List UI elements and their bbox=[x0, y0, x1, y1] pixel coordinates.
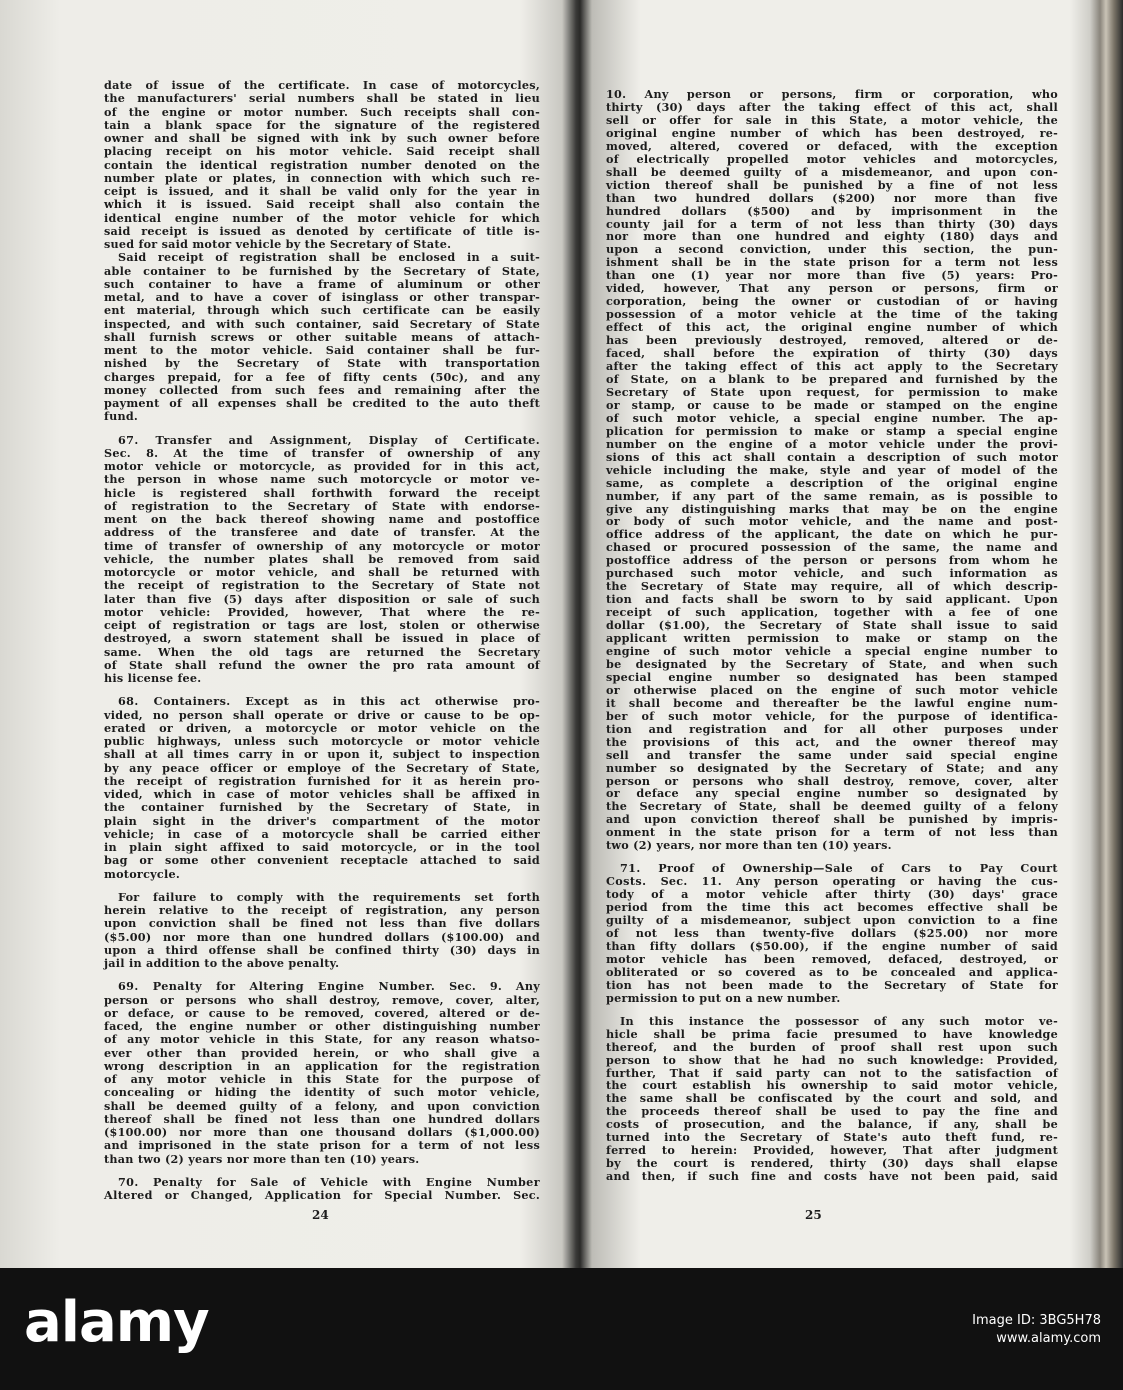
text-line: of registration to the Secretary of State with endorse- bbox=[104, 498, 540, 513]
text-line: faced, the engine number or other distinguishing number bbox=[104, 1019, 540, 1033]
text-line: 10. Any person or persons, firm or corporation, who bbox=[606, 87, 1058, 101]
text-line: onment in the state prison for a term of not less than bbox=[606, 825, 1058, 840]
text-line: and upon conviction thereof shall be punished by impris- bbox=[606, 812, 1058, 827]
section-text: Sec. 11. Any person operating or having the cus- bbox=[646, 874, 1058, 889]
text-line: ceipt of registration or tags are lost, stolen or otherwise bbox=[104, 618, 540, 632]
text-line: identical engine number of the motor vehicle for which bbox=[104, 210, 540, 225]
text-line: tion and registration and for all other purposes under bbox=[606, 721, 1058, 736]
text-line: address of the transferee and date of transfer. At the bbox=[104, 525, 540, 540]
text-line: the proceeds thereof shall be used to pay the fine and bbox=[606, 1104, 1058, 1119]
text-line: motorcycle. bbox=[104, 866, 180, 881]
text-line: hicle is registered shall forthwith forward the receipt bbox=[104, 485, 540, 500]
section-heading: 68. Containers. bbox=[118, 694, 231, 709]
section-heading: 71. Proof of Ownership—Sale of Cars to Pay Court bbox=[620, 861, 1058, 876]
text-line: original engine number of which has been destroyed, re- bbox=[606, 125, 1058, 140]
text-line: jail in addition to the above penalty. bbox=[104, 956, 340, 970]
text-line: purchased such motor vehicle, and such information as bbox=[606, 566, 1058, 581]
text-line: vehicle including the make, style and year of model of the bbox=[606, 462, 1058, 477]
text-line: later than five (5) days after disposition or sale of such bbox=[104, 591, 540, 606]
text-line: shall be deemed guilty of a misdemeanor, and upon con- bbox=[606, 164, 1058, 179]
paragraph bbox=[104, 695, 540, 881]
text-line: sions of this act shall contain a description of such motor bbox=[606, 449, 1058, 464]
text-line: Sec. 8. At the time of transfer of ownership of any bbox=[104, 445, 540, 460]
text-line bbox=[104, 1176, 540, 1189]
text-line: upon a second conviction, under this section, the pun- bbox=[606, 242, 1058, 257]
text-line: Said receipt of registration shall be enclosed in a suit- bbox=[118, 250, 540, 265]
text-line: the container furnished by the Secretary of State, in bbox=[104, 800, 540, 815]
text-line: turned into the Secretary of State's auto theft fund, re- bbox=[606, 1130, 1058, 1145]
text-line: tain a blank space for the signature of the registered bbox=[104, 117, 540, 132]
section-text: Sec. bbox=[501, 1188, 540, 1202]
section-heading: 67. Transfer and Assignment, Display of Certificate. bbox=[118, 432, 540, 447]
alamy-logo: alamy bbox=[24, 1290, 209, 1355]
text-line: inspected, and with such container, said Secretary of State bbox=[104, 316, 540, 331]
text-line: wrong description in an application for the registration bbox=[104, 1058, 540, 1073]
text-line: ber of such motor vehicle, for the purpose of identifica- bbox=[606, 708, 1058, 723]
paragraph bbox=[104, 251, 540, 423]
text-line: county jail for a term of not less than thirty (30) days bbox=[606, 216, 1058, 231]
text-line bbox=[104, 980, 540, 993]
text-line: number plate or plates, in connection with which such re- bbox=[104, 170, 540, 185]
text-line: by the court is rendered, thirty (30) days shall elapse bbox=[606, 1156, 1058, 1171]
text-line bbox=[104, 1189, 540, 1202]
text-line: the Secretary of State may require, all of which descrip- bbox=[606, 579, 1058, 594]
text-line: period from the time this act becomes effective shall be bbox=[606, 900, 1058, 915]
text-line: placing receipt on his motor vehicle. Said receipt shall bbox=[104, 144, 540, 159]
text-line: guilty of a misdemeanor, subject upon conviction to a fine bbox=[606, 913, 1058, 928]
text-line: moved, altered, covered or defaced, with the exception bbox=[606, 138, 1058, 153]
text-line: by any peace officer or employe of the Secretary of State, bbox=[104, 760, 540, 775]
text-line: hicle shall be prima facie presumed to have knowledge bbox=[606, 1026, 1058, 1041]
text-line: or stamp, or cause to be made or stamped on the engine bbox=[606, 397, 1058, 412]
text-line bbox=[104, 695, 540, 708]
image-id-block bbox=[972, 1312, 1101, 1348]
text-line: plication for permission to make or stamp a special engine bbox=[606, 423, 1058, 438]
text-line: faced, shall before the expiration of thirty (30) days bbox=[606, 346, 1058, 361]
text-line: or deface any special engine number so designated by bbox=[606, 786, 1058, 801]
text-line: effect of this act, the original engine number of which bbox=[606, 320, 1058, 335]
text-line: erated or driven, a motorcycle or motor vehicle on the bbox=[104, 720, 540, 735]
text-line: motor vehicle: Provided, however, That where the re- bbox=[104, 604, 540, 619]
text-line: or otherwise placed on the engine of such motor vehicle bbox=[606, 682, 1058, 697]
text-line: vehicle; in case of a motorcycle shall be carried either bbox=[104, 826, 540, 841]
watermark-url: www.alamy.com bbox=[996, 1331, 1101, 1346]
text-line: of not less than twenty-five dollars ($25.00) nor more bbox=[606, 926, 1058, 940]
section-heading: Costs. bbox=[606, 874, 647, 889]
text-line: has been previously destroyed, removed, altered or de- bbox=[606, 333, 1058, 348]
text-line: two (2) years, nor more than ten (10) years. bbox=[606, 838, 892, 853]
right-page-text bbox=[606, 88, 1058, 1183]
text-line: special engine number so designated has been stamped bbox=[606, 669, 1058, 684]
text-line: in plain sight affixed to said motorcycle, or in the tool bbox=[104, 840, 540, 854]
text-line: vehicle, the number plates shall be removed from said bbox=[104, 551, 540, 566]
text-line: the court establish his ownership to said motor vehicle, bbox=[606, 1078, 1058, 1093]
text-line: upon a third offense shall be confined thirty (30) days in bbox=[104, 942, 540, 957]
text-line: motorcycle or motor vehicle, and shall be returned with bbox=[104, 565, 540, 579]
text-line: ment on the back thereof showing name and postoffice bbox=[104, 512, 540, 526]
text-line: office address of the applicant, the date on which he pur- bbox=[606, 527, 1058, 542]
text-line: contain the identical registration number denoted on the bbox=[104, 157, 540, 172]
text-line: destroyed, a sworn statement shall be issued in place of bbox=[104, 631, 540, 646]
text-line: able container to be furnished by the Secretary of State, bbox=[104, 263, 540, 278]
text-line: plain sight in the driver's compartment of the motor bbox=[104, 813, 540, 828]
text-line: or deface, or cause to be removed, covered, altered or de- bbox=[104, 1005, 540, 1020]
section-text: Except as in this act otherwise pro- bbox=[230, 694, 540, 709]
text-line: date of issue of the certificate. In case of motorcycles, bbox=[104, 78, 540, 92]
text-line: same, as complete a description of the original engine bbox=[606, 475, 1058, 490]
paragraph bbox=[104, 980, 540, 1166]
text-line: the manufacturers' serial numbers shall be stated in lieu bbox=[104, 91, 540, 106]
text-line: than one (1) year nor more than five (5) years: Pro- bbox=[606, 268, 1058, 283]
text-line: person or persons who shall destroy, remove, cover, alter bbox=[606, 773, 1058, 788]
text-line: of any motor vehicle in this State for the purpose of bbox=[104, 1072, 540, 1086]
text-line: receipt of such application, together with a fee of one bbox=[606, 605, 1058, 620]
text-line: person or persons who shall destroy, remove, cover, alter, bbox=[104, 992, 540, 1007]
text-line: In this instance the possessor of any such motor ve- bbox=[620, 1013, 1058, 1028]
text-line: his license fee. bbox=[104, 671, 202, 685]
text-line: permission to put on a new number. bbox=[606, 990, 841, 1005]
text-line: possession of a motor vehicle at the time of the taking bbox=[606, 307, 1058, 322]
text-line: time of transfer of ownership of any motorcycle or motor bbox=[104, 538, 540, 553]
left-page-text bbox=[104, 79, 540, 1202]
text-line: charges prepaid, for a fee of fifty cents (50c), and any bbox=[104, 369, 540, 384]
text-line: engine of such motor vehicle a special engine number to bbox=[606, 643, 1058, 658]
text-line: of such motor vehicle, a special engine number. The ap- bbox=[606, 410, 1058, 425]
text-line: of electrically propelled motor vehicles and motorcycles, bbox=[606, 151, 1058, 166]
text-line: number, if any part of the same remain, as is possible to bbox=[606, 488, 1058, 503]
text-line: obliterated or so covered as to be concealed and applica- bbox=[606, 964, 1058, 979]
text-line: after the taking effect of this act apply to the Secretary bbox=[606, 359, 1058, 374]
text-line: than fifty dollars ($50.00), if the engine number of said bbox=[606, 938, 1058, 953]
text-line: than two hundred dollars ($200) nor more than five bbox=[606, 190, 1058, 205]
text-line: concealing or hiding the identity of such motor vehicle, bbox=[104, 1085, 540, 1100]
text-line: corporation, being the owner or custodian of or having bbox=[606, 294, 1058, 309]
section-heading: 70. Penalty for Sale of Vehicle with Engine Number bbox=[118, 1174, 540, 1189]
text-line: number on the engine of a motor vehicle under the provi- bbox=[606, 436, 1058, 451]
text-line: applicant written permission to make or stamp on the bbox=[606, 631, 1058, 646]
text-line: motor vehicle or motorcycle, as provided for in this act, bbox=[104, 459, 540, 473]
text-line: ishment shall be in the state prison for a term not less bbox=[606, 255, 1058, 270]
text-line bbox=[104, 434, 540, 447]
text-line: sell or offer for sale in this State, a motor vehicle, the bbox=[606, 112, 1058, 127]
text-line: the person in whose name such motorcycle or motor ve- bbox=[104, 472, 540, 487]
text-line: vided, however, That any person or persons, firm or bbox=[606, 281, 1058, 296]
paragraph bbox=[606, 862, 1058, 1004]
text-line: and imprisoned in the state prison for a term of not less bbox=[104, 1138, 540, 1153]
text-line: be designated by the Secretary of State, and when such bbox=[606, 656, 1058, 671]
text-line: herein relative to the receipt of registration, any person bbox=[104, 903, 540, 917]
text-line: nished by the Secretary of State with transportation bbox=[104, 356, 540, 371]
text-line: ferred to herein: Provided, however, That after judgment bbox=[606, 1143, 1058, 1158]
text-line: number so designated by the Secretary of State; and any bbox=[606, 760, 1058, 775]
text-line: person to show that he had no such knowledge: Provided, bbox=[606, 1052, 1058, 1067]
text-line: ceipt is issued, and it shall be valid only for the year in bbox=[104, 184, 540, 198]
section-heading: Altered or Changed, Application for Special Number. bbox=[104, 1188, 502, 1202]
text-line: it shall become and thereafter be the lawful engine num- bbox=[606, 695, 1058, 710]
text-line: ent material, through which such certificate can be easily bbox=[104, 303, 540, 318]
text-line: vided, which in case of motor vehicles shall be affixed in bbox=[104, 787, 540, 801]
text-line: shall be deemed guilty of a felony, and upon conviction bbox=[104, 1098, 540, 1113]
text-line: shall at all times carry in or upon it, subject to inspection bbox=[104, 747, 540, 762]
paragraph bbox=[104, 434, 540, 686]
text-line: tion has not been made to the Secretary of State for bbox=[606, 977, 1058, 992]
text-line: sued for said motor vehicle by the Secretary of State. bbox=[104, 237, 452, 251]
section-heading: 69. Penalty for Altering Engine Number. bbox=[118, 979, 436, 994]
text-line: fund. bbox=[104, 409, 139, 424]
text-line: ment to the motor vehicle. Said container shall be fur- bbox=[104, 343, 540, 357]
paragraph bbox=[606, 88, 1058, 852]
paragraph bbox=[104, 891, 540, 971]
text-line: such container to have a frame of aluminum or other bbox=[104, 276, 540, 291]
text-line: Secretary of State upon request, for permission to make bbox=[606, 384, 1058, 399]
watermark-band bbox=[0, 1268, 1123, 1390]
text-line: metal, and to have a cover of isinglass or other transpar- bbox=[104, 290, 540, 304]
section-text: Sec. 9. Any bbox=[435, 979, 540, 994]
text-line: said receipt is issued as denoted by certificate of title is- bbox=[104, 223, 540, 238]
text-line: thereof shall be fined not less than one hundred dollars bbox=[104, 1111, 540, 1126]
text-line: further, That if said party can not to the satisfaction of bbox=[606, 1065, 1058, 1080]
text-line: hundred dollars ($500) and by imprisonment in the bbox=[606, 203, 1058, 218]
text-line: tion and facts shall be sworn to by said applicant. Upon bbox=[606, 592, 1058, 607]
text-line: chased or procured possession of the same, the name and bbox=[606, 540, 1058, 555]
text-line: the provisions of this act, and the owner thereof may bbox=[606, 734, 1058, 749]
text-line: or body of such motor vehicle, and the name and post- bbox=[606, 514, 1058, 529]
text-line: postoffice address of the person or persons from whom he bbox=[606, 553, 1058, 568]
text-line: give any distinguishing marks that may be on the engine bbox=[606, 501, 1058, 516]
paragraph bbox=[104, 79, 540, 251]
paragraph bbox=[606, 1015, 1058, 1183]
text-line: dollar ($1.00), the Secretary of State shall issue to said bbox=[606, 618, 1058, 633]
text-line: thereof, and the burden of proof shall rest upon such bbox=[606, 1039, 1058, 1054]
text-line: ever other than provided herein, or who shall give a bbox=[104, 1045, 540, 1060]
text-line: payment of all expenses shall be credited to the auto theft bbox=[104, 396, 540, 410]
text-line: and then, if such fine and costs have not been paid, said bbox=[606, 1169, 1058, 1184]
text-line: of any motor vehicle in this State, for any reason whatso- bbox=[104, 1032, 540, 1047]
text-line: the same shall be confiscated by the court and sold, and bbox=[606, 1091, 1058, 1106]
text-line: the Secretary of State, shall be deemed guilty of a felony bbox=[606, 799, 1058, 814]
text-line: shall furnish screws or other suitable means of attach- bbox=[104, 329, 540, 344]
text-line: thirty (30) days after the taking effect of this act, shall bbox=[606, 99, 1058, 114]
text-line: same. When the old tags are returned the Secretary bbox=[104, 644, 540, 659]
text-line: bag or some other convenient receptacle attached to said bbox=[104, 853, 540, 868]
paragraph bbox=[104, 1176, 540, 1203]
text-line: the receipt of registration furnished for it as herein pro- bbox=[104, 773, 540, 788]
text-line: owner and shall be signed with ink by such owner before bbox=[104, 131, 540, 145]
text-line: motor vehicle has been removed, defaced, destroyed, or bbox=[606, 951, 1058, 966]
text-line: upon conviction shall be fined not less than five dollars bbox=[104, 916, 540, 931]
text-line: tody of a motor vehicle after thirty (30) days' grace bbox=[606, 887, 1058, 902]
text-line: vided, no person shall operate or drive or cause to be op- bbox=[104, 707, 540, 722]
page-number-right: 25 bbox=[805, 1208, 822, 1222]
text-line: money collected from such fees and remaining after the bbox=[104, 382, 540, 397]
text-line: of State shall refund the owner the pro rata amount of bbox=[104, 657, 540, 672]
text-line: costs of prosecution, and the balance, if any, shall be bbox=[606, 1117, 1058, 1132]
text-line: For failure to comply with the requirements set forth bbox=[118, 889, 540, 904]
text-line: of State, on a blank to be prepared and furnished by the bbox=[606, 371, 1058, 386]
image-id: Image ID: 3BG5H78 bbox=[972, 1313, 1101, 1328]
text-line: sell and transfer the same under said special engine bbox=[606, 747, 1058, 762]
page-number-left: 24 bbox=[312, 1208, 329, 1222]
text-line: public highways, unless such motorcycle or motor vehicle bbox=[104, 734, 540, 748]
text-line: of the engine or motor number. Such receipts shall con- bbox=[104, 104, 540, 119]
text-line: ($5.00) nor more than one hundred dollars ($100.00) and bbox=[104, 929, 540, 944]
text-line: nor more than one hundred and eighty (180) days and bbox=[606, 229, 1058, 244]
text-line: ($100.00) nor more than one thousand dollars ($1,000.00) bbox=[104, 1125, 540, 1139]
text-line: than two (2) years nor more than ten (10) years. bbox=[104, 1151, 420, 1166]
text-line: which it is issued. Said receipt shall also contain the bbox=[104, 197, 540, 212]
text-line: viction thereof shall be punished by a fine of not less bbox=[606, 177, 1058, 192]
text-line: the receipt of registration to the Secretary of State not bbox=[104, 578, 540, 593]
